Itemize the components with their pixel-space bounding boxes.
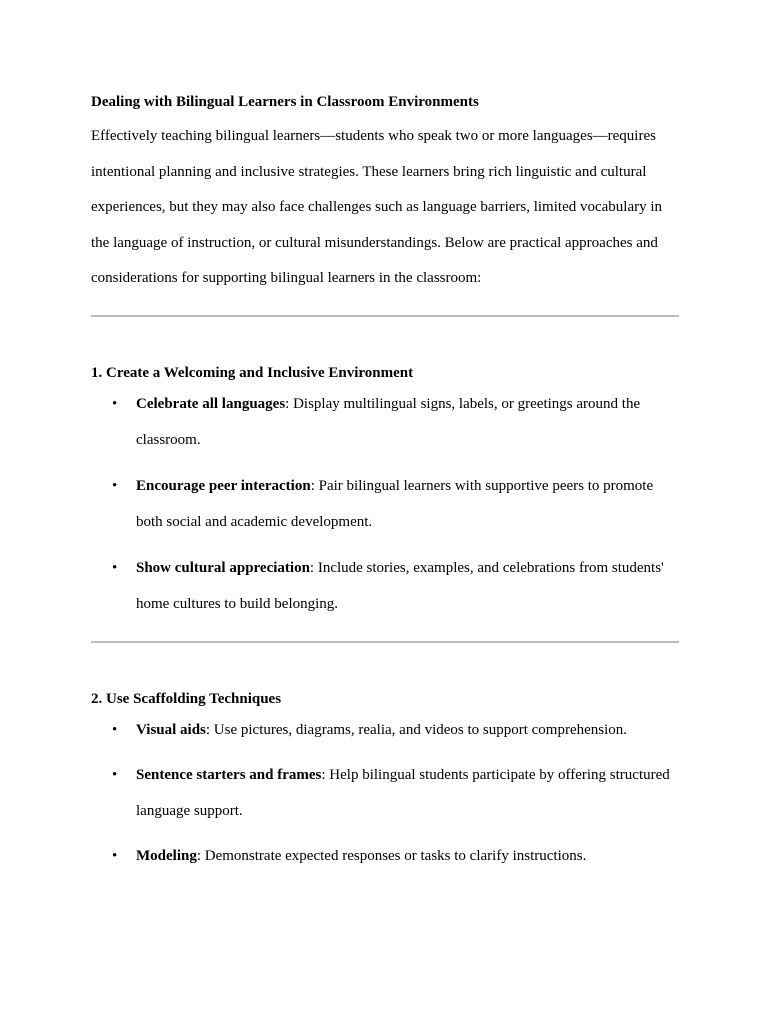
section-divider <box>91 641 679 643</box>
item-text: : Include stories, examples, and celebrations from students' home cultures to build belonging. <box>136 560 664 612</box>
item-term: Encourage peer interaction <box>136 478 311 495</box>
list-item <box>91 387 679 458</box>
bullet-icon: • <box>112 848 118 865</box>
bullet-icon: • <box>112 721 118 738</box>
section-heading-environment: 1. Create a Welcoming and Inclusive Environment <box>91 364 414 381</box>
item-text: : Pair bilingual learners with supportive peers to promote both social and academic development. <box>136 478 654 530</box>
item-term: Sentence starters and frames <box>136 767 322 784</box>
bullet-icon: • <box>112 560 118 577</box>
list-item <box>91 839 679 875</box>
bullet-icon: • <box>112 478 118 495</box>
section-heading-scaffolding: 2. Use Scaffolding Techniques <box>91 690 282 707</box>
bullet-icon: • <box>112 767 118 784</box>
item-text: : Display multilingual signs, labels, or greetings around the classroom. <box>136 395 641 448</box>
item-text: : Demonstrate expected responses or tasks to clarify instructions. <box>196 848 587 865</box>
list-item <box>91 551 679 622</box>
bullet-icon: • <box>112 395 118 412</box>
list-item <box>91 713 679 749</box>
list-item <box>91 758 679 829</box>
item-term: Modeling <box>136 848 197 865</box>
item-term: Visual aids <box>136 721 206 738</box>
item-term: Celebrate all languages <box>136 395 286 412</box>
bullet-list-environment <box>91 387 679 623</box>
item-text: : Help bilingual students participate by offering structured language support. <box>136 767 670 819</box>
document-body <box>91 88 679 875</box>
section-divider <box>91 315 679 317</box>
list-item <box>91 469 679 540</box>
document-title: Dealing with Bilingual Learners in Classroom Environments <box>91 94 479 110</box>
bullet-list-scaffolding <box>91 713 679 875</box>
item-text: : Use pictures, diagrams, realia, and videos to support comprehension. <box>205 721 628 738</box>
item-term: Show cultural appreciation <box>136 560 310 577</box>
intro-paragraph: Effectively teaching bilingual learners—students who speak two or more languages—requires intentional planning and inclusive strategies. These learners bring rich linguistic and cultural experiences, but they may also face challenges such as language barriers, limited vocabulary in the language of instruction, or cultural misunderstandings. Below are practical approaches and considerations for supporting bilingual learners in the classroom: <box>91 128 663 287</box>
